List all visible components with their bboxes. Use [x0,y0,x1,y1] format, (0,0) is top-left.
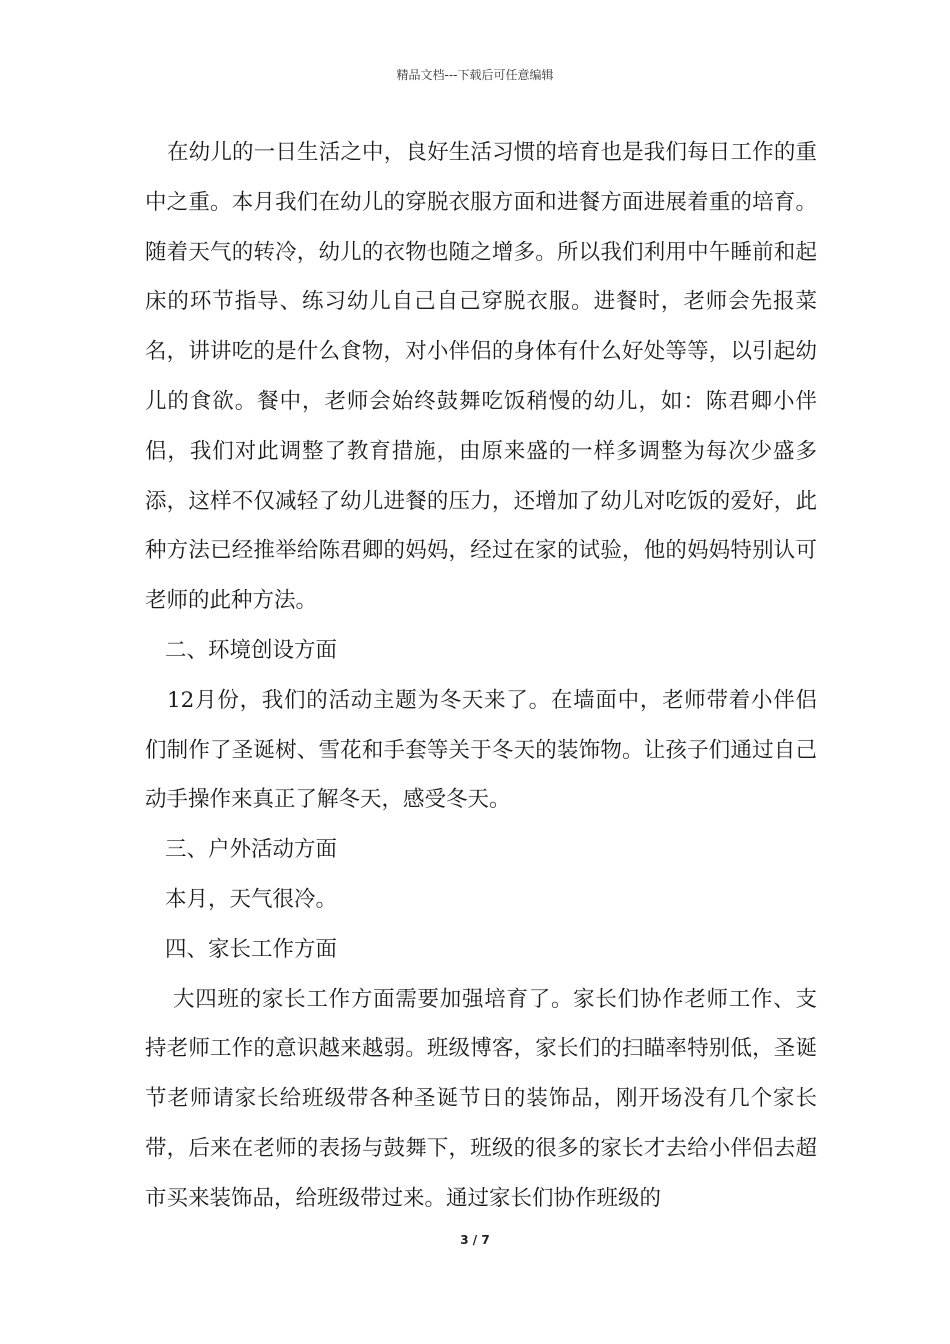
paragraph-daily-habits: 在幼儿的一日生活之中，良好生活习惯的培育也是我们每日工作的重中之重。本月我们在幼儿的穿脱衣服方面和进餐方面进展着重的培育。随着天气的转冷，幼儿的衣物也随之增多。所以我们利用中午睡前和起床的环节指导、练习幼儿自己自己穿脱衣服。进餐时，老师会先报菜名，讲讲吃的是什么食物，对小伴侣的身体有什么好处等等，以引起幼儿的食欲。餐中，老师会始终鼓舞吃饭稍慢的幼儿，如：陈君卿小伴侣，我们对此调整了教育措施，由原来盛的一样多调整为每次少盛多添，这样不仅减轻了幼儿进餐的压力，还增加了幼儿对吃饭的爱好，此种方法已经推举给陈君卿的妈妈，经过在家的试验，他的妈妈特别认可老师的此种方法。 [145,140,817,614]
document-body [145,128,817,1224]
section-heading-outdoor: 三、户外活动方面 [165,837,338,863]
page-header: 精品文档---下载后可任意编辑 [396,68,554,82]
page-number: 3 / 7 [460,1233,490,1247]
section-heading-environment: 二、环境创设方面 [165,637,338,663]
paragraph-environment: 12月份，我们的活动主题为冬天来了。在墙面中，老师带着小伴侣们制作了圣诞树、雪花和手套等关于冬天的装饰物。让孩子们通过自己动手操作来真正了解冬天，感受冬天。 [145,687,817,813]
section-heading-parents: 四、家长工作方面 [165,936,338,962]
paragraph-parents: 大四班的家长工作方面需要加强培育了。家长们协作老师工作、支持老师工作的意识越来越弱。班级博客，家长们的扫瞄率特别低，圣诞节老师请家长给班级带各种圣诞节日的装饰品，刚开场没有几个家长带，后来在老师的表扬与鼓舞下，班级的很多的家长才去给小伴侣去超市买来装饰品，给班级带过来。通过家长们协作班级的 [145,986,817,1211]
paragraph-outdoor: 本月，天气很冷。 [165,886,338,912]
